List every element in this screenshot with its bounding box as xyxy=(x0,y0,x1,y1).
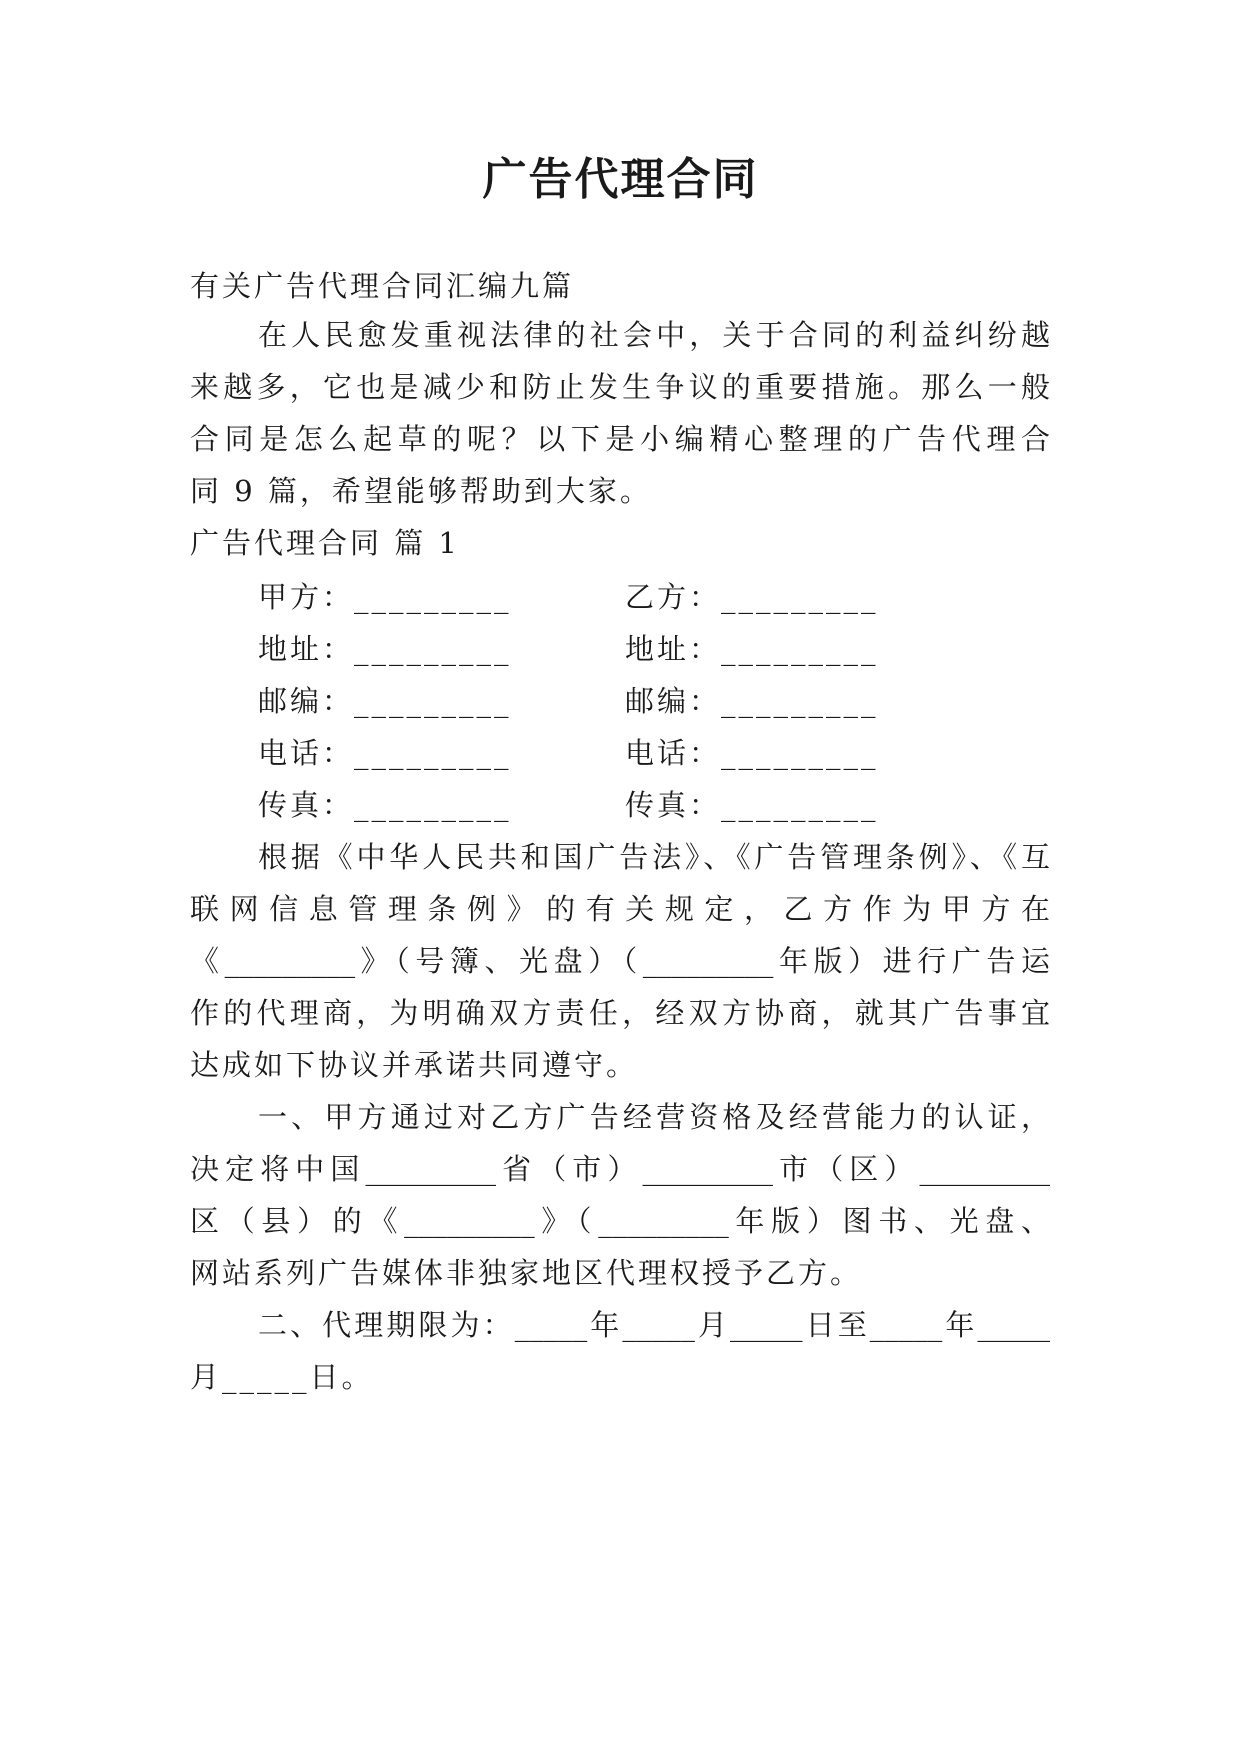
party-b-name-field: 乙方：_________ xyxy=(625,580,879,614)
clause-1-line: 决定将中国_________省（市）_________市（区）_________ xyxy=(190,1152,1050,1186)
clause-1-line: 网站系列广告媒体非独家地区代理权授予乙方。 xyxy=(190,1256,863,1290)
party-b-address-field: 地址：_________ xyxy=(625,632,879,666)
intro-line: 在人民愈发重视法律的社会中，关于合同的利益纠纷越 xyxy=(258,318,1050,352)
intro-line: 合同是怎么起草的呢？以下是小编精心整理的广告代理合 xyxy=(190,422,1050,456)
party-a-name-field: 甲方：_________ xyxy=(258,580,512,614)
party-b-fax-field: 传真：_________ xyxy=(625,788,879,822)
intro-line: 同 9 篇，希望能够帮助到大家。 xyxy=(190,474,652,508)
basis-paragraph-line: 作的代理商，为明确双方责任，经双方协商，就其广告事宜 xyxy=(190,996,1050,1030)
clause-1-line: 区（县）的《_________》（_________年版）图书、光盘、 xyxy=(190,1204,1050,1238)
intro-line: 来越多，它也是减少和防止发生争议的重要措施。那么一般 xyxy=(190,370,1050,404)
basis-paragraph-line: 根据《中华人民共和国广告法》、《广告管理条例》、《互 xyxy=(258,840,1050,874)
party-a-phone-field: 电话：_________ xyxy=(258,736,512,770)
party-a-postcode-field: 邮编：_________ xyxy=(258,684,512,718)
section-heading: 广告代理合同 篇 1 xyxy=(190,526,460,560)
party-a-fax-field: 传真：_________ xyxy=(258,788,512,822)
party-a-address-field: 地址：_________ xyxy=(258,632,512,666)
basis-paragraph-line: 联网信息管理条例》的有关规定，乙方作为甲方在 xyxy=(190,892,1050,926)
clause-2-line: 月_____日。 xyxy=(190,1360,374,1394)
document-subtitle: 有关广告代理合同汇编九篇 xyxy=(190,269,575,303)
party-b-postcode-field: 邮编：_________ xyxy=(625,684,879,718)
clause-2-line: 二、代理期限为：_____年_____月_____日至_____年_____ xyxy=(258,1308,1050,1342)
basis-paragraph-line: 达成如下协议并承诺共同遵守。 xyxy=(190,1048,639,1082)
clause-1-line: 一、甲方通过对乙方广告经营资格及经营能力的认证， xyxy=(258,1100,1050,1134)
basis-paragraph-line: 《_________》（号簿、光盘）（_________年版）进行广告运 xyxy=(190,944,1050,978)
party-b-phone-field: 电话：_________ xyxy=(625,736,879,770)
document-title: 广告代理合同 xyxy=(482,154,759,205)
